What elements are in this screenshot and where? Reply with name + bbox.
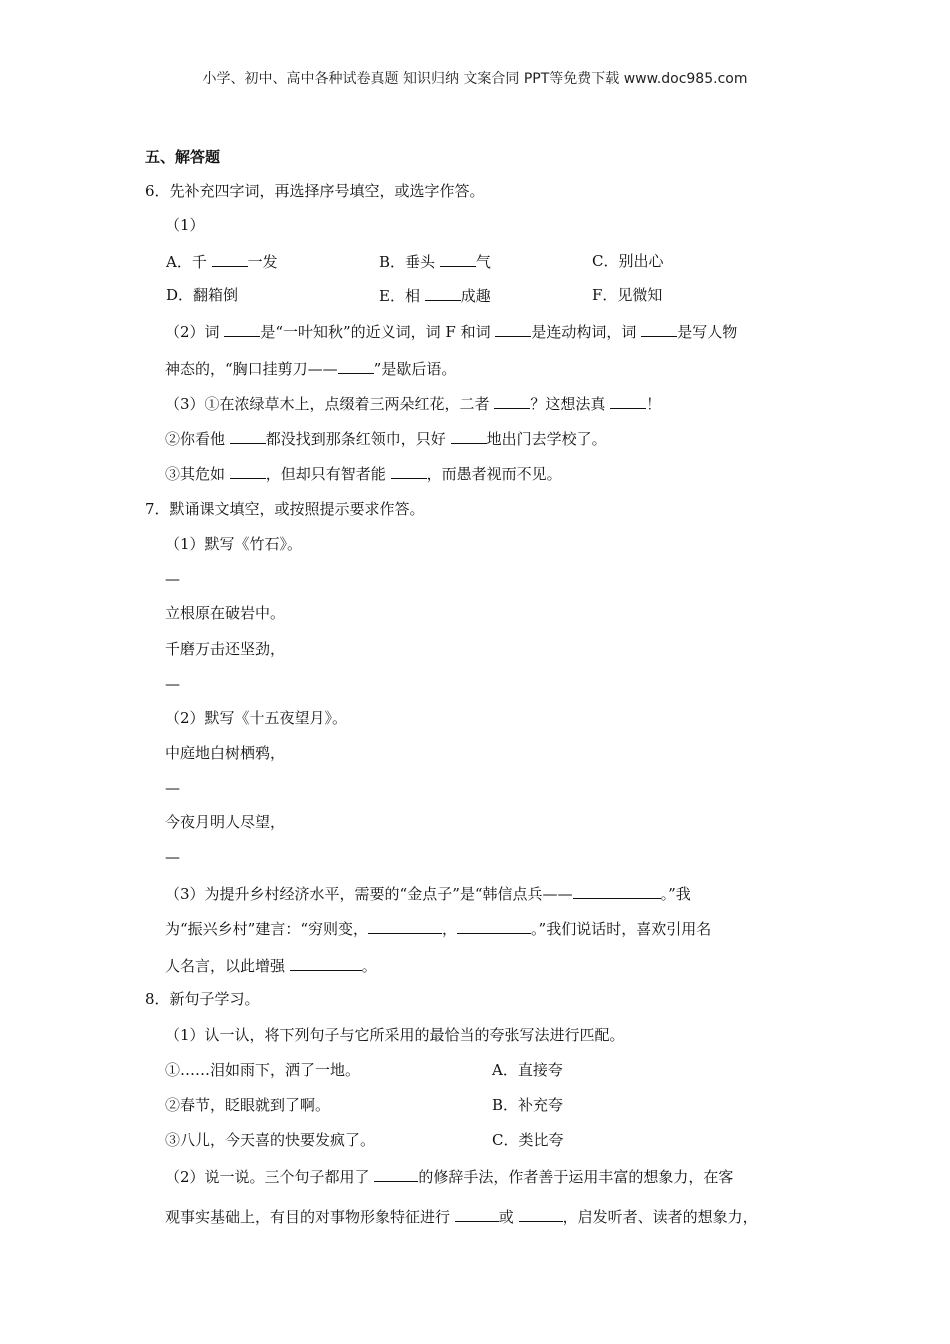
q6-part3-line3: ③其危如 ，但却只有智者能 ，而愚者视而不见。 — [165, 465, 562, 483]
q7-stem: 7．默诵课文填空，或按照提示要求作答。 — [145, 500, 425, 518]
poem-line: 中庭地白树栖鸦， — [165, 744, 286, 762]
q6-part3-line2: ②你看他 都没找到那条红领巾，只好 地出门去学校了。 — [165, 430, 607, 448]
q6-option-f: F．见微知 — [592, 286, 663, 304]
page-header: 小学、初中、高中各种试卷真题 知识归纳 文案合同 PPT等免费下载 www.doc985.com — [202, 71, 748, 87]
blank[interactable] — [455, 1206, 499, 1222]
q8-sentence-3: ③八儿，今天喜的快要发疯了。 — [165, 1131, 376, 1149]
q8-part1: （1）认一认，将下列句子与它所采用的最恰当的夸张写法进行匹配。 — [165, 1026, 625, 1044]
q6-option-a: A．千 一发 — [166, 253, 278, 271]
q7-part1: （1）默写《竹石》。 — [165, 535, 303, 553]
q8-stem: 8．新句子学习。 — [145, 990, 260, 1008]
blank[interactable] — [451, 428, 487, 444]
blank[interactable] — [519, 1206, 563, 1222]
q8-part2-line1: （2）说一说。三个句子都用了 的修辞手法，作者善于运用丰富的想象力，在客 — [165, 1168, 734, 1186]
q8-option-c[interactable]: C．类比夸 — [492, 1131, 564, 1149]
q8-sentence-2: ②春节，眨眼就到了啊。 — [165, 1096, 331, 1114]
blank[interactable] — [212, 251, 248, 267]
answer-dash[interactable]: — — [165, 779, 180, 797]
q8-part2-line2: 观事实基础上，有目的对事物形象特征进行 或 ，启发听者、读者的想象力， — [165, 1208, 758, 1226]
blank[interactable] — [495, 321, 531, 337]
blank[interactable] — [610, 393, 646, 409]
q7-part2: （2）默写《十五夜望月》。 — [165, 709, 348, 727]
blank[interactable] — [224, 321, 260, 337]
blank[interactable] — [230, 463, 266, 479]
q6-option-c: C．别出心 — [592, 252, 664, 270]
blank[interactable] — [290, 955, 362, 971]
blank[interactable] — [338, 358, 374, 374]
blank[interactable] — [440, 251, 476, 267]
blank[interactable] — [230, 428, 266, 444]
poem-line: 立根原在破岩中。 — [165, 604, 286, 622]
q6-part2-line1: （2）词 是“一叶知秋”的近义词，词 F 和词 是连动构词，词 是写人物 — [165, 323, 738, 341]
answer-dash[interactable]: — — [165, 675, 180, 693]
blank[interactable] — [457, 918, 531, 934]
q7-part3-line2: 为“振兴乡村”建言：“穷则变， ， 。”我们说话时，喜欢引用名 — [165, 920, 712, 938]
q6-part2-line2: 神态的，“胸口挂剪刀—— ”是歇后语。 — [165, 360, 457, 378]
poem-line: 千磨万击还坚劲， — [165, 640, 286, 658]
q6-stem: 6．先补充四字词，再选择序号填空，或选字作答。 — [145, 182, 485, 200]
q8-option-a[interactable]: A．直接夸 — [492, 1061, 563, 1079]
q6-part3-line1: （3）①在浓绿草木上，点缀着三两朵红花，二者 ？这想法真 ！ — [165, 395, 662, 413]
blank[interactable] — [368, 918, 442, 934]
q8-sentence-1: ①……泪如雨下，洒了一地。 — [165, 1061, 361, 1079]
q6-option-b: B．垂头 气 — [379, 253, 491, 271]
q7-part3-line3: 人名言，以此增强 。 — [165, 957, 377, 975]
q6-option-d: D．翻箱倒 — [166, 286, 239, 304]
q8-option-b[interactable]: B．补充夸 — [492, 1096, 564, 1114]
q6-option-e: E．相 成趣 — [379, 287, 491, 305]
blank[interactable] — [494, 393, 530, 409]
blank[interactable] — [425, 285, 461, 301]
section-title: 五、解答题 — [145, 148, 221, 166]
blank[interactable] — [573, 883, 661, 899]
blank[interactable] — [391, 463, 427, 479]
blank[interactable] — [374, 1166, 418, 1182]
answer-dash[interactable]: — — [165, 848, 180, 866]
poem-line: 今夜月明人尽望， — [165, 813, 286, 831]
q6-part1-label: （1） — [165, 216, 205, 234]
q7-part3-line1: （3）为提升乡村经济水平，需要的“金点子”是“韩信点兵—— 。”我 — [165, 885, 691, 903]
answer-dash[interactable]: — — [165, 570, 180, 588]
blank[interactable] — [641, 321, 677, 337]
